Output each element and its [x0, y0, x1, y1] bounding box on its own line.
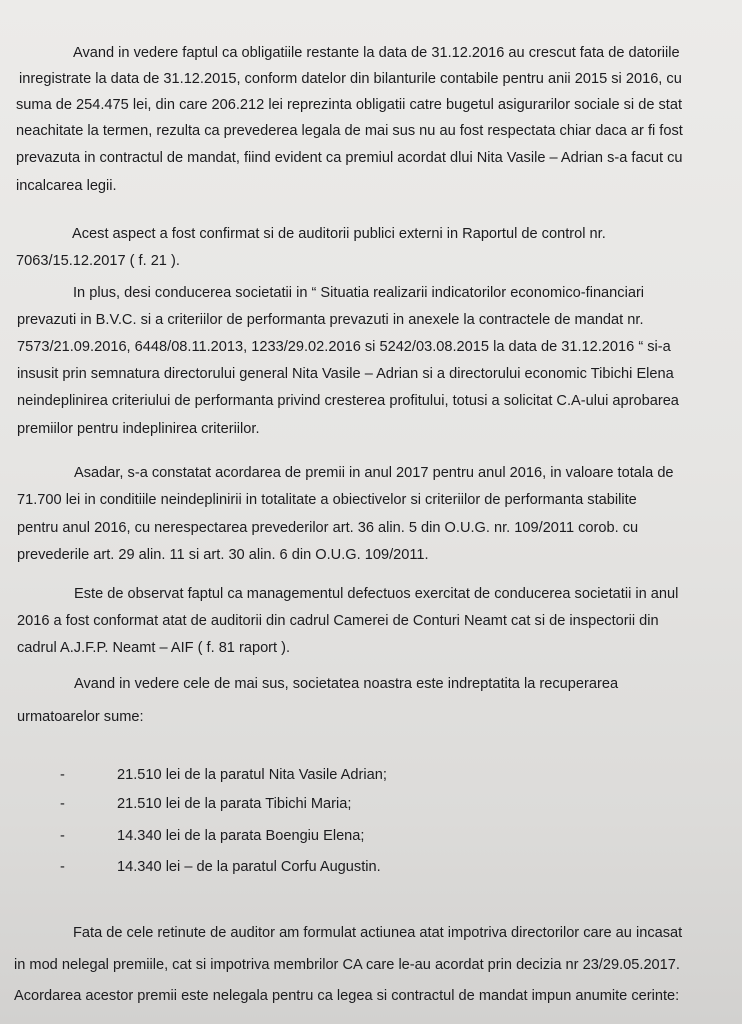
text-line: cadrul A.J.F.P. Neamt – AIF ( f. 81 raport ). [17, 640, 291, 656]
text-line: Avand in vedere cele de mai sus, societatea noastra este indreptatita la recuperarea [74, 676, 619, 692]
text-line: prevederile art. 29 alin. 11 si art. 30 alin. 6 din O.U.G. 109/2011. [17, 547, 429, 563]
text-line: neachitate la termen, rezulta ca prevederea legala de mai sus nu au fost respectata chiar daca ar fi fost [16, 123, 683, 139]
text-line: Asadar, s-a constatat acordarea de premii in anul 2017 pentru anul 2016, in valoare totala de [74, 465, 674, 481]
text-line: prevazuta in contractul de mandat, fiind evident ca premiul acordat dlui Nita Vasile – Adrian s-a facut cu [16, 150, 683, 166]
list-dash: - [60, 767, 65, 783]
text-line: In plus, desi conducerea societatii in “ Situatia realizarii indicatorilor economico-financiari [73, 285, 645, 301]
text-line: 7573/21.09.2016, 6448/08.11.2013, 1233/29.02.2016 si 5242/03.08.2015 la data de 31.12.2016 “ si-a [17, 339, 671, 355]
text-line: neindeplinirea criteriului de performanta privind cresterea profitului, totusi a solicitat C.A-ului aprobarea [17, 393, 679, 409]
list-dash: - [60, 859, 65, 875]
text-line: 2016 a fost conformat atat de auditorii din cadrul Camerei de Conturi Neamt cat si de inspectorii din [17, 613, 659, 629]
text-line: inregistrate la data de 31.12.2015, conform datelor din bilanturile contabile pentru anii 2015 si 2016, cu [19, 71, 682, 87]
list-item-text: 21.510 lei de la paratul Nita Vasile Adrian; [117, 767, 387, 783]
text-line: urmatoarelor sume: [17, 709, 144, 725]
text-line: Acest aspect a fost confirmat si de auditorii publici externi in Raportul de control nr. [72, 226, 606, 242]
text-line: prevazuti in B.V.C. si a criteriilor de performanta prevazuti in anexele la contractele de mandat nr. [17, 312, 644, 328]
text-line: premiilor pentru indeplinirea criteriilor. [17, 421, 260, 437]
text-line: incalcarea legii. [16, 178, 117, 194]
text-line: 7063/15.12.2017 ( f. 21 ). [16, 253, 180, 269]
list-item-text: 21.510 lei de la parata Tibichi Maria; [117, 796, 352, 812]
text-line: insusit prin semnatura directorului general Nita Vasile – Adrian si a directorului economic Tibichi Elena [17, 366, 674, 382]
list-item-text: 14.340 lei de la parata Boengiu Elena; [117, 828, 365, 844]
text-line: Avand in vedere faptul ca obligatiile restante la data de 31.12.2016 au crescut fata de datoriile [73, 45, 680, 61]
text-line: in mod nelegal premiile, cat si impotriva membrilor CA care le-au acordat prin decizia nr 23/29.05.2017. [14, 957, 680, 973]
list-dash: - [60, 828, 65, 844]
text-line: suma de 254.475 lei, din care 206.212 lei reprezinta obligatii catre bugetul asigurarilor sociale si de stat [16, 97, 683, 113]
list-item-text: 14.340 lei – de la paratul Corfu Augustin. [117, 859, 381, 875]
text-line: pentru anul 2016, cu nerespectarea prevederilor art. 36 alin. 5 din O.U.G. nr. 109/2011 corob. cu [17, 520, 639, 536]
text-line: 71.700 lei in conditiile neindeplinirii in totalitate a obiectivelor si criteriilor de performanta stabilite [17, 492, 637, 508]
text-line: Fata de cele retinute de auditor am formulat actiunea atat impotriva directorilor care au incasat [73, 925, 683, 941]
list-dash: - [60, 796, 65, 812]
text-line: Acordarea acestor premii este nelegala pentru ca legea si contractul de mandat impun anumite cerinte: [14, 988, 680, 1004]
text-line: Este de observat faptul ca managementul defectuos exercitat de conducerea societatii in anul [74, 586, 679, 602]
